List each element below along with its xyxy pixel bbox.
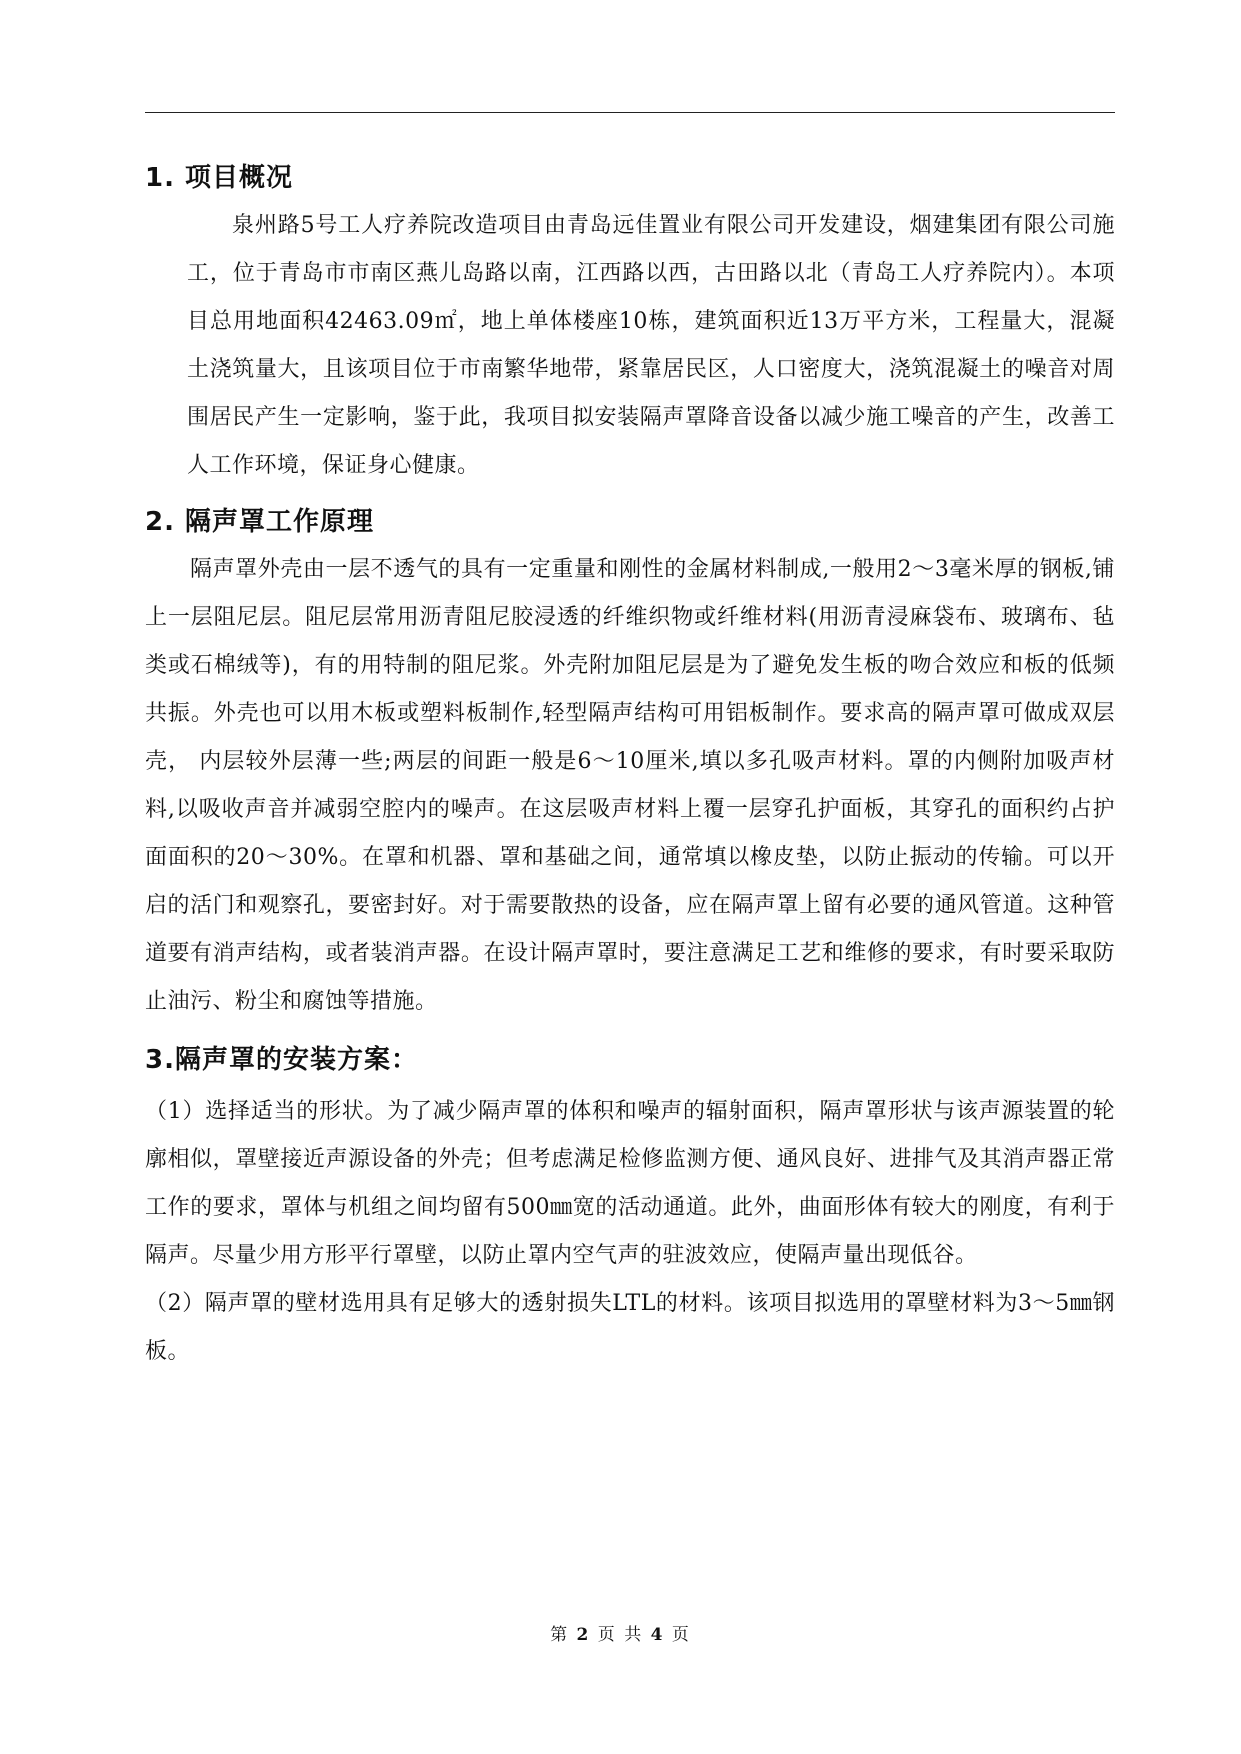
header-rule: [145, 112, 1115, 113]
principle-paragraph: 隔声罩外壳由一层不透气的具有一定重量和刚性的金属材料制成,一般用2～3毫米厚的钢板,铺上一层阻尼层。阻尼层常用沥青阻尼胶浸透的纤维织物或纤维材料(用沥青浸麻袋布、玻璃布、毡类或石棉绒等)，有的用特制的阻尼浆。外壳附加阻尼层是为了避免发生板的吻合效应和板的低频共振。外壳也可以用木板或塑料板制作,轻型隔声结构可用铝板制作。要求高的隔声罩可做成双层壳， 内层较外层薄一些;两层的间距一般是6～10厘米,填以多孔吸声材料。罩的内侧附加吸声材料,以吸收声音并减弱空腔内的噪声。在这层吸声材料上覆一层穿孔护面板，其穿孔的面积约占护面面积的20～30%。在罩和机器、罩和基础之间，通常填以橡皮垫，以防止振动的传输。可以开启的活门和观察孔，要密封好。对于需要散热的设备，应在隔声罩上留有必要的通风管道。这种管道要有消声结构，或者装消声器。在设计隔声罩时，要注意满足工艺和维修的要求，有时要采取防止油污、粉尘和腐蚀等措施。: [145, 557, 1115, 1014]
section-heading-overview: 1. 项目概况: [145, 163, 294, 193]
page-footer: [0, 1620, 1241, 1645]
footer-prefix: 第: [550, 1625, 570, 1645]
installation-item-2: （2）隔声罩的壁材选用具有足够大的透射损失LTL的材料。该项目拟选用的罩壁材料为3～5㎜钢板。: [145, 1291, 1115, 1364]
section-heading-installation: 3.隔声罩的安装方案：: [145, 1045, 418, 1075]
footer-suffix: 页: [671, 1625, 691, 1645]
footer-page-number: 2: [576, 1625, 591, 1645]
section-heading-principle: 2. 隔声罩工作原理: [145, 507, 375, 537]
overview-paragraph: 泉州路5号工人疗养院改造项目由青岛远佳置业有限公司开发建设，烟建集团有限公司施工，位于青岛市市南区燕儿岛路以南，江西路以西，古田路以北（青岛工人疗养院内）。本项目总用地面积42463.09㎡，地上单体楼座10栋，建筑面积近13万平方米，工程量大，混凝土浇筑量大，且该项目位于市南繁华地带，紧靠居民区，人口密度大，浇筑混凝土的噪音对周围居民产生一定影响，鉴于此，我项目拟安装隔声罩降音设备以减少施工噪音的产生，改善工人工作环境，保证身心健康。: [187, 213, 1115, 478]
footer-middle: 页 共: [597, 1625, 644, 1645]
footer-total-pages: 4: [650, 1625, 665, 1645]
page-content: [145, 150, 1115, 1376]
installation-item-1: （1）选择适当的形状。为了减少隔声罩的体积和噪声的辐射面积，隔声罩形状与该声源装置的轮廓相似，罩壁接近声源设备的外壳；但考虑满足检修监测方便、通风良好、进排气及其消声器正常工作的要求，罩体与机组之间均留有500㎜宽的活动通道。此外，曲面形体有较大的刚度，有利于隔声。尽量少用方形平行罩壁，以防止罩内空气声的驻波效应，使隔声量出现低谷。: [145, 1099, 1115, 1268]
